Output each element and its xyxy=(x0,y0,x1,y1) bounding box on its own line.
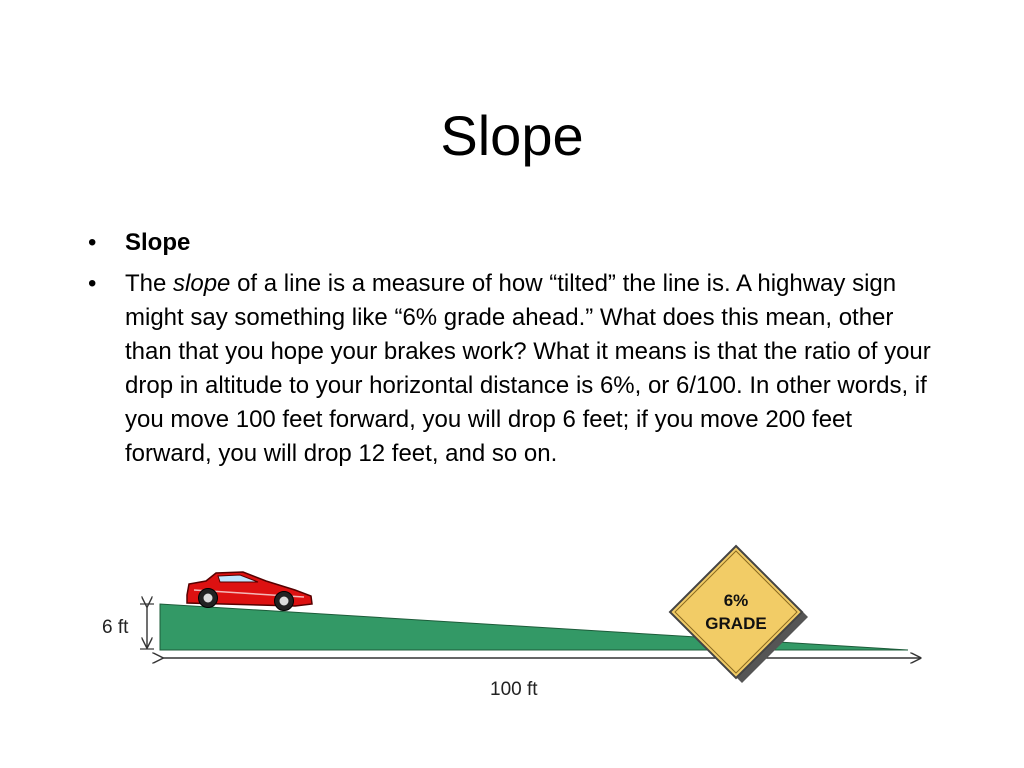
bullet-body-start: The xyxy=(125,270,174,297)
bullet-list xyxy=(88,226,938,478)
bullet-item-heading xyxy=(88,226,938,260)
bullet-item-body xyxy=(88,267,938,471)
slope-diagram xyxy=(90,540,940,710)
bullet-heading-text: Slope xyxy=(125,229,191,256)
bullet-body-italic: slope xyxy=(173,270,231,297)
rise-label: 6 ft xyxy=(102,617,129,638)
grade-sign xyxy=(670,546,808,683)
bullet-marker: • xyxy=(88,270,97,297)
bullet-marker: • xyxy=(88,229,97,256)
car-icon xyxy=(187,572,312,611)
slide-title: Slope xyxy=(440,104,584,167)
sign-line1: 6% xyxy=(723,591,749,610)
sign-line2: GRADE xyxy=(705,614,767,633)
slope-diagram-svg xyxy=(90,540,940,710)
bullet-body-rest: of a line is a measure of how “tilted” the line is. A highway sign might say something like “6% grade ahead.” What does this mean, other than that you hope your brakes work? What it means is that the ratio of your drop in altitude to your horizontal distance is 6%, or 6/100. In other words, if you move 100 feet forward, you will drop 6 feet; if you move 200 feet forward, you will drop 12 feet, and so on. xyxy=(125,270,931,467)
run-label: 100 ft xyxy=(490,679,538,700)
